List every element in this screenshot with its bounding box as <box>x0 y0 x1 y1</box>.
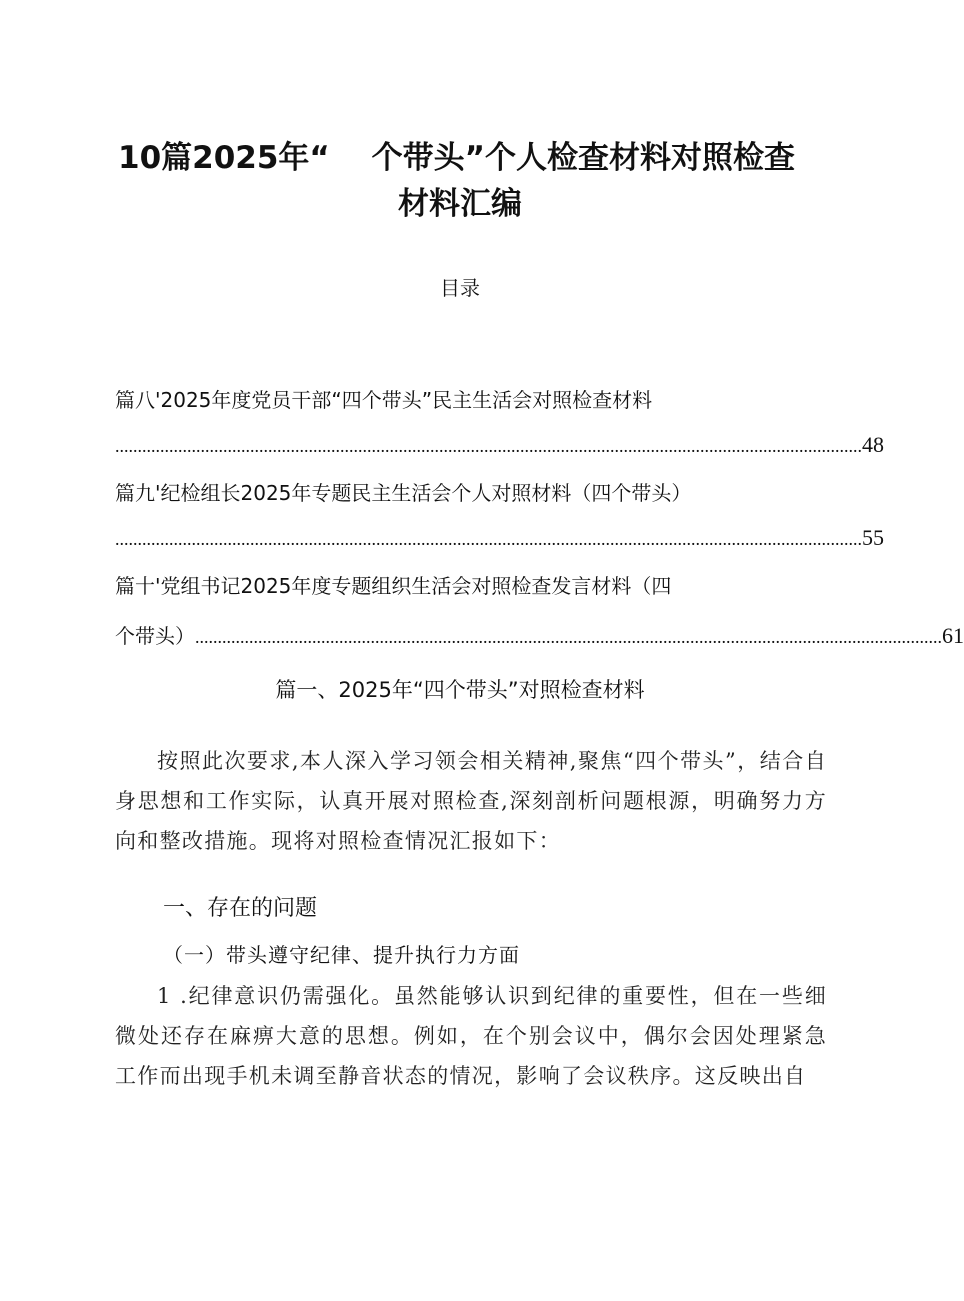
toc-entry-10-title[interactable]: 篇十'党组书记2025年度专题组织生活会对照检查发言材料（四 <box>115 574 672 598</box>
document-title-line-2: 材料汇编 <box>398 186 522 222</box>
subheading-discipline: （一）带头遵守纪律、提升执行力方面 <box>163 943 520 967</box>
section-title: 篇一、2025年“四个带头”对照检查材料 <box>275 678 645 702</box>
document-title-line-1: 10篇2025年“ 个带头”个人检查材料对照检查 <box>118 140 795 176</box>
toc-entry-8-title[interactable]: 篇八'2025年度党员干部“四个带头”民主生活会对照检查材料 <box>115 388 653 412</box>
body-paragraph: 1 .纪律意识仍需强化。虽然能够认识到纪律的重要性，但在一些细微处还存在麻痹大意的思想。例如，在个别会议中，偶尔会因处理紧急工作而出现手机未调至静音状态的情况，影响了会议秩序。这反映出自 <box>115 984 827 1088</box>
intro-paragraph: 按照此次要求,本人深入学习领会相关精神,聚焦“四个带头”，结合自身思想和工作实际，认真开展对照检查,深刻剖析问题根源，明确努力方向和整改措施。现将对照检查情况汇报如下： <box>115 749 827 853</box>
toc-heading: 目录 <box>440 276 480 300</box>
toc-page-number: 55 <box>862 525 884 550</box>
toc-entry-9-leader-row[interactable] <box>115 525 884 550</box>
toc-entry-9-title[interactable]: 篇九'纪检组长2025年专题民主生活会个人对照材料（四个带头） <box>115 481 692 505</box>
toc-entry-8-leader-row[interactable] <box>115 432 884 457</box>
toc-leader-dots: ...................................................................................................................................................................... <box>115 529 862 549</box>
heading-issues: 一、存在的问题 <box>163 896 318 921</box>
toc-leader-dots: ...................................................................................................................................................................... <box>195 627 942 647</box>
toc-page-number: 61 <box>942 623 964 648</box>
toc-leader-dots: ...................................................................................................................................................................... <box>115 436 862 456</box>
toc-entry-10-leader-row[interactable] <box>115 623 964 648</box>
toc-entry-10-continuation: 个带头） <box>115 624 195 648</box>
toc-page-number: 48 <box>862 432 884 457</box>
